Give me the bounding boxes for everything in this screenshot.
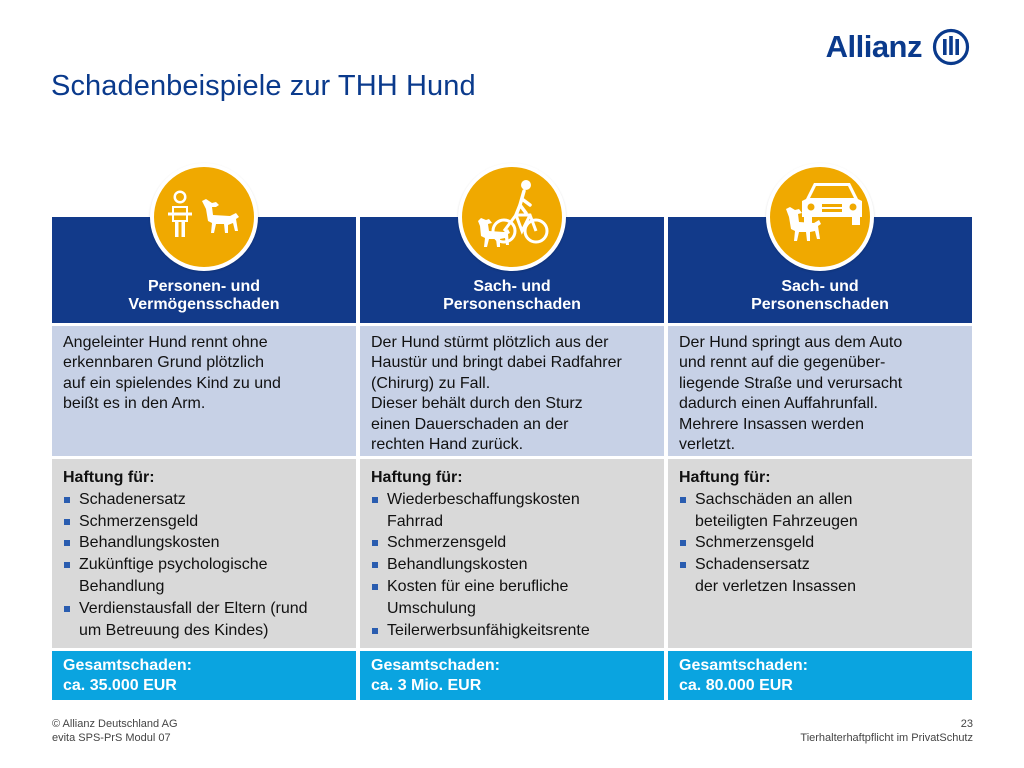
liability-heading: Haftung für: — [63, 469, 155, 486]
list-item-text: Schmerzensgeld — [387, 534, 507, 552]
scenario-description — [668, 326, 972, 456]
list-item-text: Schadenersatz — [79, 490, 186, 508]
total-damage — [52, 651, 356, 700]
bullet-icon — [64, 519, 70, 525]
list-item-text: Behandlungskosten — [79, 534, 220, 552]
bullet-icon — [64, 540, 70, 546]
column-header — [52, 217, 356, 323]
list-item — [63, 554, 346, 598]
column-header-label: Sach- und Personenschaden — [751, 278, 889, 313]
list-item — [371, 554, 654, 576]
bullet-icon — [372, 540, 378, 546]
list-item — [679, 489, 962, 533]
footer-page-info — [800, 717, 973, 745]
allianz-logo — [826, 28, 970, 66]
list-item — [679, 554, 962, 598]
description-line: rechten Hand zurück. — [371, 436, 524, 454]
list-item-text: Schmerzensgeld — [79, 512, 199, 530]
description-line: Haustür und bringt dabei Radfahrer — [371, 354, 622, 372]
liability-section — [52, 459, 356, 648]
car-and-dog-icon — [766, 163, 874, 271]
damage-example-column-1 — [52, 217, 356, 700]
description-line: erkennbaren Grund plötzlich — [63, 354, 265, 372]
total-value: ca. 80.000 EUR — [679, 677, 793, 694]
page-title: Schadenbeispiele zur THH Hund — [51, 70, 476, 102]
description-line: Der Hund springt aus dem Auto — [679, 334, 903, 351]
list-item — [63, 489, 346, 511]
total-label: Gesamtschaden: — [63, 657, 192, 674]
damage-example-column-2 — [360, 217, 664, 700]
description-line: und rennt auf die gegenüber- — [679, 354, 886, 372]
column-header — [668, 217, 972, 323]
footer-copyright — [52, 717, 178, 745]
bullet-icon — [64, 497, 70, 503]
total-damage — [668, 651, 972, 700]
scenario-description — [360, 326, 664, 456]
list-item — [679, 532, 962, 554]
list-item-text: Zukünftige psychologische — [79, 556, 268, 574]
liability-list — [63, 489, 346, 642]
description-line: verletzt. — [679, 436, 736, 454]
list-item-text: um Betreuung des Kindes) — [79, 621, 269, 639]
page-number: 23 — [960, 718, 973, 730]
footer-line: © Allianz Deutschland AG — [52, 718, 178, 730]
list-item-text: Fahrrad — [387, 512, 444, 530]
description-line: dadurch einen Auffahrunfall. — [679, 395, 878, 413]
liability-heading: Haftung für: — [371, 469, 463, 486]
cyclist-and-dog-icon — [458, 163, 566, 271]
list-item-text: Schmerzensgeld — [695, 534, 815, 552]
list-item — [63, 598, 346, 642]
description-line: Dieser behält durch den Sturz — [371, 395, 583, 413]
footer-line: Tierhalterhaftpflicht im PrivatSchutz — [800, 732, 973, 744]
footer-line: evita SPS-PrS Modul 07 — [52, 732, 171, 744]
liability-list — [371, 489, 654, 642]
list-item-text: Kosten für eine berufliche — [387, 577, 569, 595]
logo-text: Allianz — [825, 29, 922, 64]
allianz-eagle-icon — [932, 28, 970, 66]
bullet-icon — [372, 584, 378, 590]
bullet-icon — [372, 628, 378, 634]
bullet-icon — [372, 497, 378, 503]
list-item — [371, 532, 654, 554]
list-item-text: Wiederbeschaffungskosten — [387, 490, 580, 508]
description-line: Mehrere Insassen werden — [679, 415, 864, 433]
child-and-dog-icon — [150, 163, 258, 271]
list-item — [371, 489, 654, 533]
column-header — [360, 217, 664, 323]
description-line: Der Hund stürmt plötzlich aus der — [371, 334, 609, 351]
list-item-text: Schadensersatz — [695, 556, 810, 574]
liability-heading: Haftung für: — [679, 469, 771, 486]
liability-section — [668, 459, 972, 648]
total-damage — [360, 651, 664, 700]
scenario-description — [52, 326, 356, 456]
total-label: Gesamtschaden: — [679, 657, 808, 674]
liability-section — [360, 459, 664, 648]
list-item-text: Behandlungskosten — [387, 556, 528, 574]
list-item — [371, 576, 654, 620]
description-line: (Chirurg) zu Fall. — [371, 374, 491, 392]
list-item — [63, 511, 346, 533]
list-item-text: Behandlung — [79, 577, 165, 595]
list-item-text: der verletzen Insassen — [695, 577, 856, 595]
description-line: liegende Straße und verursacht — [679, 374, 903, 392]
column-header-label: Sach- und Personenschaden — [443, 278, 581, 313]
list-item-text: Sachschäden an allen — [695, 490, 853, 508]
description-line: einen Dauerschaden an der — [371, 415, 569, 433]
list-item-text: Umschulung — [387, 599, 476, 617]
list-item — [63, 532, 346, 554]
bullet-icon — [680, 540, 686, 546]
bullet-icon — [372, 562, 378, 568]
description-line: Angeleinter Hund rennt ohne — [63, 334, 268, 351]
damage-example-column-3 — [668, 217, 972, 700]
list-item-text: Verdienstausfall der Eltern (rund — [79, 599, 308, 617]
list-item — [371, 620, 654, 642]
total-value: ca. 3 Mio. EUR — [371, 677, 482, 694]
bullet-icon — [680, 497, 686, 503]
bullet-icon — [680, 562, 686, 568]
list-item-text: beteiligten Fahrzeugen — [695, 512, 858, 530]
bullet-icon — [64, 606, 70, 612]
bullet-icon — [64, 562, 70, 568]
description-line: beißt es in den Arm. — [63, 395, 206, 413]
total-value: ca. 35.000 EUR — [63, 677, 177, 694]
description-line: auf ein spielendes Kind zu und — [63, 374, 281, 392]
list-item-text: Teilerwerbsunfähigkeitsrente — [387, 621, 590, 639]
total-label: Gesamtschaden: — [371, 657, 500, 674]
liability-list — [679, 489, 962, 598]
column-header-label: Personen- und Vermögensschaden — [128, 278, 280, 313]
